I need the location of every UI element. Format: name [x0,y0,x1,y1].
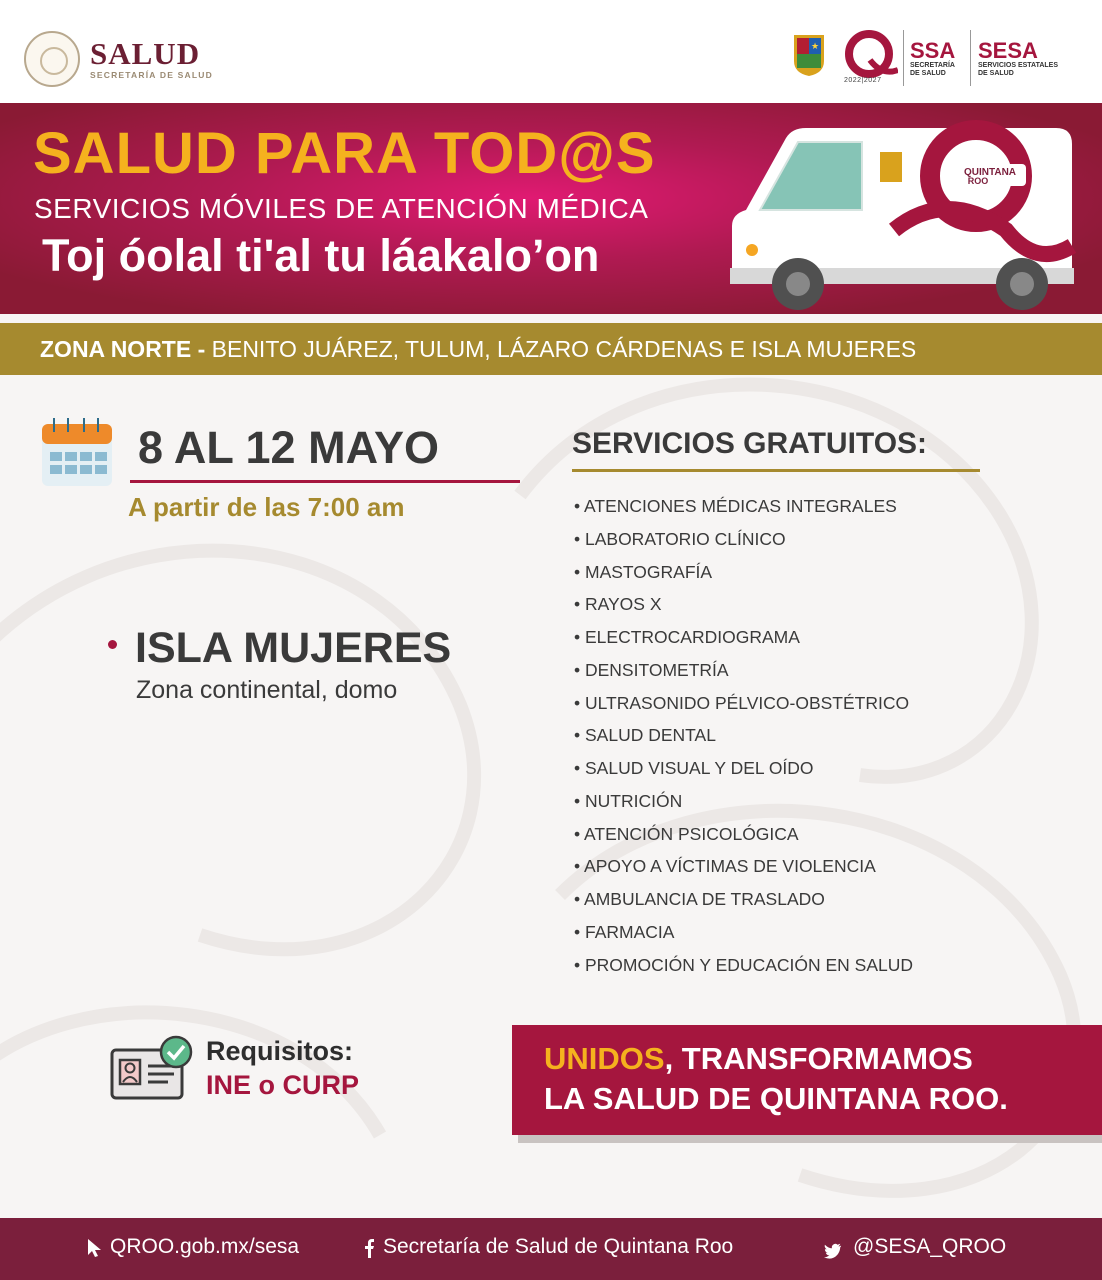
event-date: 8 AL 12 MAYO [138,422,439,473]
service-item: • ELECTROCARDIOGRAMA [574,627,800,647]
footer-twitter-link[interactable]: @SESA_QROO [853,1235,1007,1258]
service-item: • RAYOS X [574,594,662,615]
event-time: A partir de las 7:00 am [128,492,405,522]
zone-municipalities: BENITO JUÁREZ, TULUM, LÁZARO CÁRDENAS E ISLA MUJERES [211,336,917,362]
qroo-years: 2022|2027 [844,77,882,84]
location-bullet [108,640,117,649]
service-item: • ATENCIONES MÉDICAS INTEGRALES [574,496,897,516]
van-logo-text: QUINTANA [963,167,1017,178]
service-item: • FARMACIA [574,921,675,942]
ssa-logo-title: SSA [910,38,956,63]
slogan-line-1 [544,1041,973,1077]
sesa-subtitle-line-2: DE SALUD [978,70,1014,77]
salud-seal-logo [24,31,80,87]
slogan-line-1-rest: , TRANSFORMAMOS [664,1041,973,1076]
service-item: • SALUD VISUAL Y DEL OÍDO [574,758,814,778]
service-item: • LABORATORIO CLÍNICO [574,528,786,549]
service-item: • ULTRASONIDO PÉLVICO-OBSTÉTRICO [574,692,910,713]
ssa-logo-subtitle [910,62,955,78]
header-divider [970,30,971,86]
facebook-icon [360,1238,378,1258]
banner-maya-text: Toj óolal ti'al tu láakalo’on [42,230,600,281]
svg-text:★: ★ [810,41,820,51]
services-title: SERVICIOS GRATUITOS: [572,427,928,460]
service-item: • PROMOCIÓN Y EDUCACIÓN EN SALUD [574,954,914,975]
footer-facebook-link[interactable]: Secretaría de Salud de Quintana Roo [383,1235,734,1258]
zone-text [40,336,916,363]
sesa-logo-title: SESA [978,38,1038,63]
cursor-icon [86,1238,104,1258]
requirements-docs: INE o CURP [206,1070,360,1100]
salud-logo-subtitle: SECRETARÍA DE SALUD [90,70,213,80]
service-item: • MASTOGRAFÍA [574,561,713,582]
banner-subtitle: SERVICIOS MÓVILES DE ATENCIÓN MÉDICA [34,193,649,224]
service-item: • NUTRICIÓN [574,790,683,811]
salud-logo-title: SALUD [90,36,201,71]
van-logo-text-2: ROO [967,176,989,186]
slogan-line-2: LA SALUD DE QUINTANA ROO. [544,1081,1008,1116]
mobile-clinic-van-illustration [726,118,1078,314]
service-item: • ATENCIÓN PSICOLÓGICA [574,823,799,844]
id-card-icon [110,1034,196,1102]
event-location-detail: Zona continental, domo [136,676,398,704]
twitter-icon [824,1241,842,1261]
service-item: • AMBULANCIA DE TRASLADO [574,889,825,909]
banner-title: SALUD PARA TOD@S [33,121,656,186]
calendar-icon [40,416,114,488]
services-list [574,493,913,984]
header-divider [903,30,904,86]
ssa-subtitle-line-1: SECRETARÍA [910,62,955,69]
service-item: • SALUD DENTAL [574,725,716,746]
slogan-highlight: UNIDOS [544,1041,665,1076]
sesa-subtitle-line-1: SERVICIOS ESTATALES [978,62,1058,69]
sesa-logo-subtitle [978,62,1058,78]
zone-label: ZONA NORTE - [40,336,206,362]
event-location: ISLA MUJERES [135,624,452,672]
services-underline [572,469,980,472]
quintana-roo-shield-logo [792,33,826,77]
check-icon [161,1037,191,1067]
footer-website-link[interactable]: QROO.gob.mx/sesa [110,1235,300,1258]
service-item: • APOYO A VÍCTIMAS DE VIOLENCIA [574,856,876,877]
requirements-title: Requisitos: [206,1036,354,1066]
date-underline [130,480,520,483]
service-item: • DENSITOMETRÍA [574,659,729,680]
ssa-subtitle-line-2: DE SALUD [910,70,946,77]
